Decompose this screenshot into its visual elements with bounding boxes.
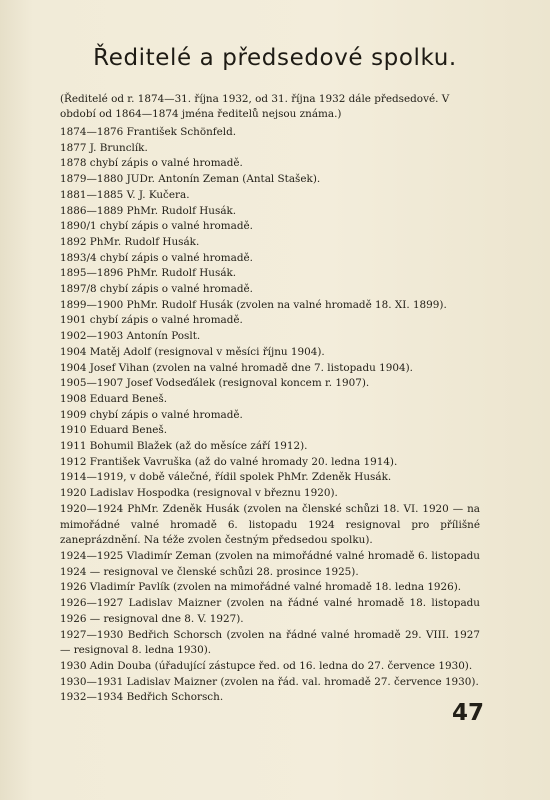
page-number: 47	[452, 700, 485, 726]
list-item: 1890/1 chybí zápis o valné hromadě.	[60, 220, 253, 233]
list-item: 1881—1885 V. J. Kučera.	[60, 188, 190, 201]
list-item: 1927—1930 Bedřich Schorsch (zvolen na řádné valné hromadě 29. VIII. 1927 — resignoval 8. ledna 1930).	[60, 628, 480, 657]
list-item: 1879—1880 JUDr. Antonín Zeman (Antal Stašek).	[60, 173, 321, 186]
list-item: 1932—1934 Bedřich Schorsch.	[60, 691, 224, 704]
list-item: 1910 Eduard Beneš.	[60, 424, 168, 437]
list-item: 1892 PhMr. Rudolf Husák.	[60, 235, 200, 248]
list-item: 1930—1931 Ladislav Maizner (zvolen na řád. val. hromadě 27. července 1930).	[60, 675, 479, 688]
list-item: 1912 František Vavruška (až do valné hromady 20. ledna 1914).	[60, 455, 398, 468]
list-item: 1920 Ladislav Hospodka (resignoval v březnu 1920).	[60, 487, 338, 500]
list-item: 1911 Bohumil Blažek (až do měsíce září 1912).	[60, 440, 308, 453]
list-item: 1909 chybí zápis o valné hromadě.	[60, 408, 243, 421]
entries-list	[60, 125, 480, 706]
list-item: 1874—1876 František Schönfeld.	[60, 126, 237, 138]
page-title: Ředitelé a předsedové spolku.	[93, 45, 457, 71]
list-item: 1920—1924 PhMr. Zdeněk Husák (zvolen na členské schůzi 18. VI. 1920 — na mimořádné valné hromadě 6. listopadu 1924 resignoval pro přílišné zaneprázdnění. Na téže zvolen čestným předsedou spolku).	[60, 502, 480, 547]
list-item: 1895—1896 PhMr. Rudolf Husák.	[60, 267, 237, 280]
list-item: 1904 Josef Vihan (zvolen na valné hromadě dne 7. listopadu 1904).	[60, 361, 413, 374]
list-item: 1901 chybí zápis o valné hromadě.	[60, 314, 243, 327]
list-item: 1878 chybí zápis o valné hromadě.	[60, 157, 243, 170]
list-item: 1930 Adin Douba (úřadující zástupce řed. od 16. ledna do 27. července 1930).	[60, 659, 473, 672]
list-item: 1899—1900 PhMr. Rudolf Husák (zvolen na valné hromadě 18. XI. 1899).	[60, 298, 447, 311]
list-item: 1897/8 chybí zápis o valné hromadě.	[60, 283, 253, 296]
list-item: 1926—1927 Ladislav Maizner (zvolen na řádné valné hromadě 18. listopadu 1926 — resignoval dne 8. V. 1927).	[60, 597, 480, 625]
list-item: 1893/4 chybí zápis o valné hromadě.	[60, 251, 253, 264]
list-item: 1877 J. Brunclík.	[60, 141, 148, 154]
intro-note: (Ředitelé od r. 1874—31. října 1932, od 31. října 1932 dále předsedové. V období od 1864—1874 jména ředitelů nejsou známa.)	[60, 93, 450, 120]
list-item: 1905—1907 Josef Vodseďálek (resignoval koncem r. 1907).	[60, 377, 370, 390]
list-item: 1914—1919, v době válečné, řídil spolek PhMr. Zdeněk Husák.	[60, 471, 392, 484]
list-item: 1908 Eduard Beneš.	[60, 392, 168, 405]
list-item: 1926 Vladimír Pavlík (zvolen na mimořádné valné hromadě 18. ledna 1926).	[60, 581, 462, 594]
list-item: 1924—1925 Vladimír Zeman (zvolen na mimořádné valné hromadě 6. listopadu 1924 — resignoval ve členské schůzi 28. prosince 1925).	[60, 549, 480, 578]
list-item: 1902—1903 Antonín Poslt.	[60, 330, 201, 343]
list-item: 1904 Matěj Adolf (resignoval v měsíci říjnu 1904).	[60, 345, 325, 358]
list-item: 1886—1889 PhMr. Rudolf Husák.	[60, 204, 237, 217]
